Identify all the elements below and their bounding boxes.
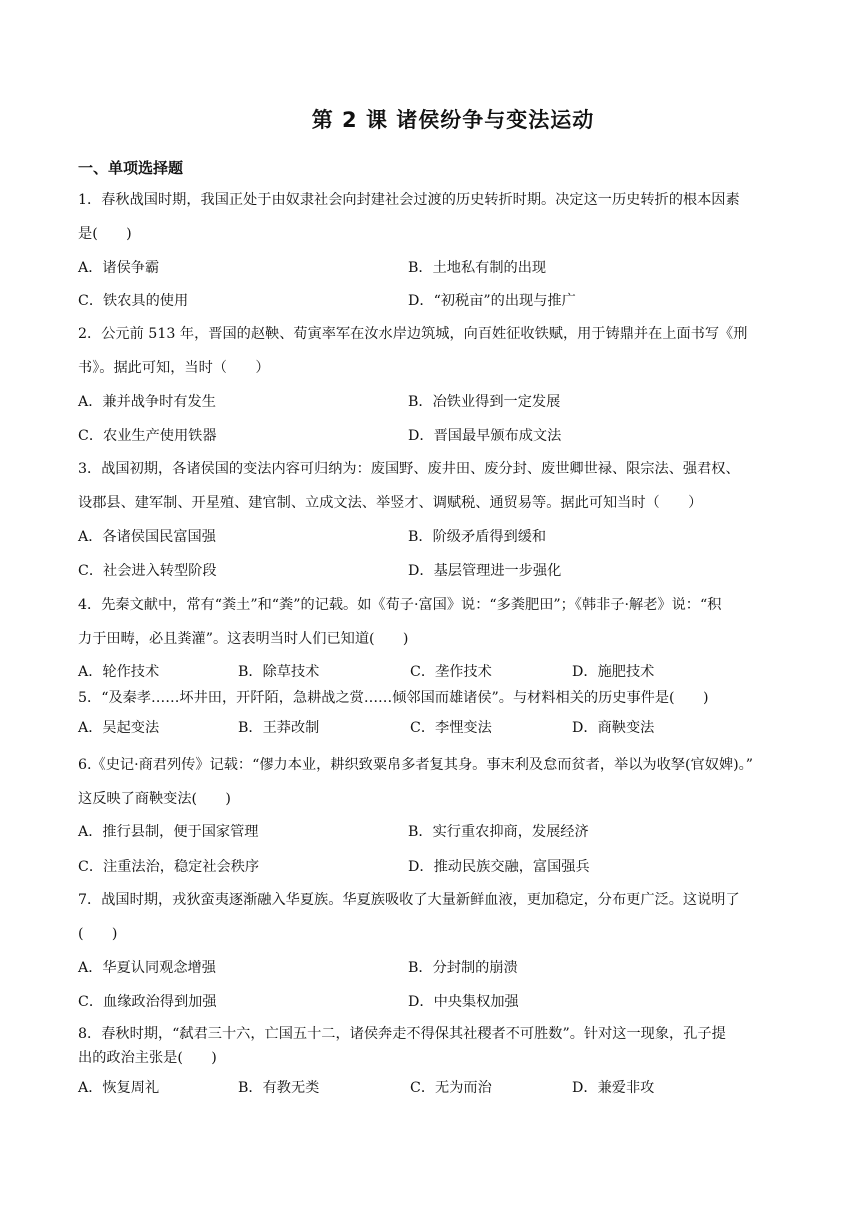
question-1-option-b: B．土地私有制的出现 <box>408 260 547 276</box>
question-7-line-1: 7．战国时期，戎狄蛮夷逐渐融入华夏族。华夏族吸收了大量新鲜血液，更加稳定，分布更广泛。这说明了 <box>78 892 740 908</box>
question-5-option-c: C．李悝变法 <box>410 720 492 736</box>
question-4-option-c: C．垄作技术 <box>410 664 492 680</box>
question-1-option-d: D．“初税亩”的出现与推广 <box>408 293 576 309</box>
question-7-option-b: B．分封制的崩溃 <box>408 960 518 976</box>
question-3-option-a: A．各诸侯国民富国强 <box>78 529 216 545</box>
question-4-line-1: 4．先秦文献中，常有“粪土”和“粪”的记载。如《荀子·富国》说：“多粪肥田”；《韩非子·解老》说：“积 <box>78 597 722 613</box>
question-1-line-2: 是( ) <box>78 226 132 242</box>
question-6-line-1: 6.《史记·商君列传》记载：“僇力本业，耕织致粟帛多者复其身。事末利及怠而贫者，举以为收孥(官奴婢)。” <box>78 757 753 773</box>
question-3-line-2: 设郡县、建军制、开星殖、建官制、立成文法、举竖才、调赋税、通贸易等。据此可知当时（ ） <box>78 495 703 511</box>
question-1-line-1: 1．春秋战国时期，我国正处于由奴隶社会向封建社会过渡的历史转折时期。决定这一历史转折的根本因素 <box>78 192 740 208</box>
question-8-line-2: 出的政治主张是( ) <box>78 1050 217 1066</box>
question-8-option-a: A．恢复周礼 <box>78 1080 160 1096</box>
question-7-option-d: D．中央集权加强 <box>408 994 519 1010</box>
question-6-option-b: B．实行重农抑商，发展经济 <box>408 824 589 840</box>
question-4-option-d: D．施肥技术 <box>572 664 655 680</box>
question-8-option-c: C．无为而治 <box>410 1080 492 1096</box>
question-8-option-b: B．有教无类 <box>238 1080 320 1096</box>
question-6-option-d: D．推动民族交融，富国强兵 <box>408 859 590 875</box>
question-4-option-a: A．轮作技术 <box>78 664 160 680</box>
question-1-option-c: C．铁农具的使用 <box>78 293 189 309</box>
question-8-option-d: D．兼爱非攻 <box>572 1080 655 1096</box>
question-3-line-1: 3．战国初期，各诸侯国的变法内容可归纳为：废国野、废井田、废分封、废世卿世禄、限宗法、强君权、 <box>78 461 740 477</box>
page-title: 第 2 课 诸侯纷争与变法运动 <box>311 108 595 132</box>
question-7-line-2: ( ) <box>78 926 118 942</box>
question-5-option-d: D．商鞅变法 <box>572 720 655 736</box>
question-8-line-1: 8．春秋时期，“弑君三十六，亡国五十二，诸侯奔走不得保其社稷者不可胜数”。针对这一现象，孔子提 <box>78 1026 726 1042</box>
question-2-option-b: B．冶铁业得到一定发展 <box>408 394 561 410</box>
question-2-line-2: 书》。据此可知，当时（ ） <box>78 360 270 376</box>
question-7-option-c: C．血缘政治得到加强 <box>78 994 217 1010</box>
question-6-option-a: A．推行县制，便于国家管理 <box>78 824 259 840</box>
question-3-option-d: D．基层管理进一步强化 <box>408 563 562 579</box>
question-2-option-c: C．农业生产使用铁器 <box>78 428 217 444</box>
question-1-option-a: A．诸侯争霸 <box>78 260 160 276</box>
question-3-option-b: B．阶级矛盾得到缓和 <box>408 529 547 545</box>
question-2-option-d: D．晋国最早颁布成文法 <box>408 428 562 444</box>
question-4-option-b: B．除草技术 <box>238 664 320 680</box>
question-5-line-1: 5．“及秦孝……坏井田，开阡陌，急耕战之赏……倾邻国而雄诸侯”。与材料相关的历史事件是( ) <box>78 690 709 706</box>
question-4-line-2: 力于田畴，必且粪灌”。这表明当时人们已知道( ) <box>78 631 409 647</box>
question-6-option-c: C．注重法治，稳定社会秩序 <box>78 859 260 875</box>
question-5-option-b: B．王莽改制 <box>238 720 320 736</box>
question-2-line-1: 2．公元前 513 年，晋国的赵鞅、荀寅率军在汝水岸边筑城，向百姓征收铁赋，用于铸鼎并在上面书写《刑 <box>78 326 748 342</box>
question-6-line-2: 这反映了商鞅变法( ) <box>78 791 231 807</box>
question-3-option-c: C．社会进入转型阶段 <box>78 563 217 579</box>
question-7-option-a: A．华夏认同观念增强 <box>78 960 216 976</box>
section-heading: 一、单项选择题 <box>78 159 184 177</box>
question-2-option-a: A．兼并战争时有发生 <box>78 394 216 410</box>
question-5-option-a: A．吴起变法 <box>78 720 160 736</box>
